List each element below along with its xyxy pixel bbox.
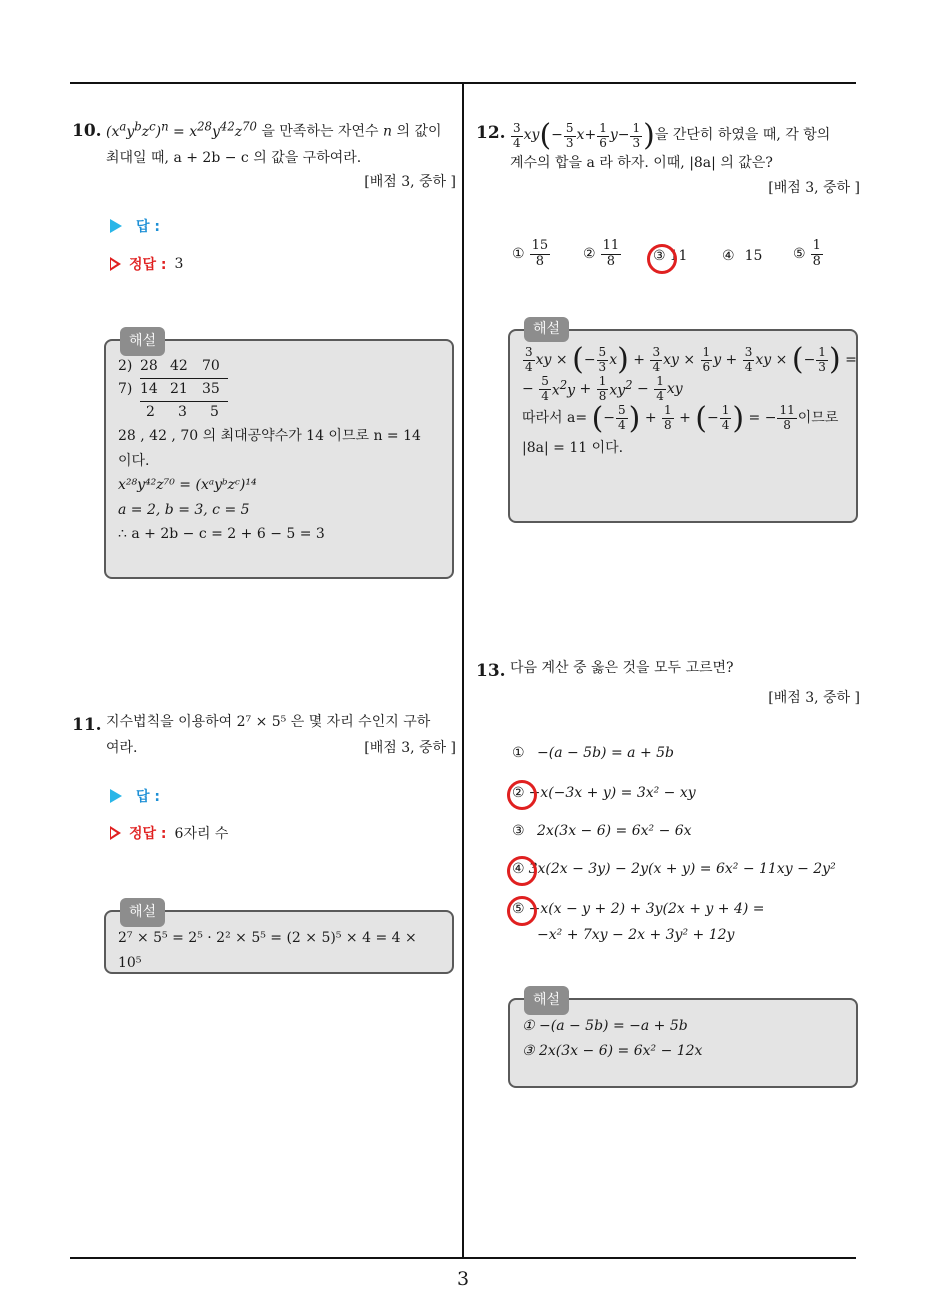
solution-box bbox=[508, 992, 858, 1088]
solution-tag: 해설 bbox=[120, 327, 165, 356]
selected-circle-mark bbox=[507, 896, 537, 926]
selected-circle-mark bbox=[507, 856, 537, 886]
solution-line: ∴ a + 2b − c = 2 + 6 − 5 = 3 bbox=[118, 526, 325, 542]
solution-tag: 해설 bbox=[120, 898, 165, 927]
question-12 bbox=[476, 116, 860, 201]
solution-line: 이다. bbox=[118, 452, 150, 469]
correct-arrow-icon bbox=[110, 257, 121, 271]
choice-2[interactable]: ② $\frac{11}{8}$ bbox=[583, 238, 620, 269]
solution-line: a = 2, b = 3, c = 5 bbox=[118, 501, 250, 518]
page-number: 3 bbox=[456, 1268, 470, 1290]
choice-3[interactable]: ③ 11 bbox=[653, 248, 687, 264]
choice-5[interactable]: ⑤ −x(x − y + 2) + 3y(2x + y + 4) = bbox=[512, 901, 765, 917]
answer-arrow-icon bbox=[110, 789, 122, 803]
answer-arrow-icon bbox=[110, 219, 122, 233]
answer-label: 답 : bbox=[136, 219, 160, 235]
solution-line: 28 , 42 , 70 의 최대공약수가 14 이므로 n = 14 bbox=[118, 428, 421, 444]
correct-label: 정답 : bbox=[129, 826, 167, 842]
solution-box bbox=[104, 904, 454, 974]
correct-answer-row bbox=[110, 254, 183, 274]
question-text: $\frac{3}{4}$ xy ( − $\frac{5}{3}$ x + $\frac{1}{6}$ y − $\frac{1}{3}$ ) 을 간단히 하였을 때, 각 항의 계수의 합을 a 라 하자. 이때, |8a| 의 값은? bbox=[510, 118, 831, 172]
question-11 bbox=[72, 710, 456, 762]
solution-box bbox=[508, 321, 858, 523]
choice-5[interactable]: ⑤ $\frac{1}{8}$ bbox=[793, 238, 821, 269]
choice-2[interactable]: ② −x(−3x + y) = 3x² − xy bbox=[512, 785, 696, 801]
solution-line: ③ 2x(3x − 6) = 6x² − 12x bbox=[522, 1042, 703, 1059]
score-label: [배점 3, 중하 ] bbox=[364, 174, 456, 191]
score-label: [배점 3, 중하 ] bbox=[768, 690, 860, 707]
correct-label: 정답 : bbox=[129, 257, 167, 273]
correct-arrow-icon bbox=[110, 826, 121, 840]
solution-line: x²⁸y⁴²z⁷⁰ = (xᵃyᵇzᶜ)¹⁴ bbox=[118, 477, 257, 493]
score-label: [배점 3, 중하 ] bbox=[768, 180, 860, 197]
question-number: 13. bbox=[476, 661, 506, 681]
division-ladder: 2) 28 42 70 7) 14 21 35 2 3 5 bbox=[118, 355, 440, 424]
solution-tag: 해설 bbox=[524, 986, 569, 1015]
question-number: 10. bbox=[72, 121, 102, 141]
question-text: $(x^ay^bz^c)^n = x^{28}y^{42}z^{70}$ 을 만족하는 자연수 n 의 값이 최대일 때, a + 2b − c 의 값을 구하여라. bbox=[106, 119, 442, 166]
solution-box bbox=[104, 333, 454, 579]
solution-line: $\frac{3}{4}$ xy × ( − $\frac{5}{3}$ x ) + $\frac{3}{4}$ xy × $\frac{1}{6}$ y + $\frac{3}{4}$ xy × ( − $\frac{1}{3}$ ) = bbox=[525, 342, 857, 377]
correct-answer-row bbox=[110, 823, 228, 843]
question-number: 12. bbox=[476, 123, 506, 143]
question-10 bbox=[72, 116, 456, 195]
score-label: [배점 3, 중하 ] bbox=[364, 739, 456, 756]
choice-5-continuation: −x² + 7xy − 2x + 3y² + 12y bbox=[537, 927, 735, 943]
solution-line: ① −(a − 5b) = −a + 5b bbox=[522, 1018, 688, 1034]
answer-input-row[interactable] bbox=[110, 786, 160, 806]
selected-circle-mark bbox=[647, 244, 677, 274]
choice-4[interactable]: ④ 15 bbox=[722, 248, 763, 264]
correct-value: 6자리 수 bbox=[174, 826, 229, 842]
choice-4[interactable]: ④ 3x(2x − 3y) − 2y(x + y) = 6x² − 11xy − 2y² bbox=[512, 861, 836, 877]
answer-label: 답 : bbox=[136, 789, 160, 805]
question-number: 11. bbox=[72, 715, 102, 735]
solution-line: |8a| = 11 이다. bbox=[522, 439, 624, 456]
solution-line: 2⁷ × 5⁵ = 2⁵ · 2² × 5⁵ = (2 × 5)⁵ × 4 = 4 × 10⁵ bbox=[118, 930, 417, 971]
solution-tag: 해설 bbox=[524, 317, 569, 342]
answer-input-row[interactable] bbox=[110, 216, 160, 236]
solution-line: 따라서 a= ( − $\frac{5}{4}$ ) + $\frac{1}{8}$ + ( − $\frac{1}{4}$ ) = − $\frac{11}{8}$ 이므로 bbox=[522, 400, 839, 436]
bottom-rule bbox=[70, 1257, 856, 1259]
question-13 bbox=[476, 656, 860, 711]
solution-line: − $\frac{5}{4}$ $x^2y$ + $\frac{1}{8}$ $xy^2$ − $\frac{1}{4}$ xy bbox=[522, 374, 683, 403]
question-text: 지수법칙을 이용하여 2⁷ × 5⁵ 은 몇 자리 수인지 구하 여라. [배점 3, 중하 ] bbox=[106, 710, 456, 762]
column-divider bbox=[462, 83, 464, 1259]
correct-value: 3 bbox=[174, 256, 184, 272]
question-text: 다음 계산 중 옳은 것을 모두 고르면? bbox=[510, 660, 734, 676]
choice-3[interactable]: ③ 2x(3x − 6) = 6x² − 6x bbox=[512, 823, 692, 839]
selected-circle-mark bbox=[507, 780, 537, 810]
choice-1[interactable]: ① −(a − 5b) = a + 5b bbox=[512, 745, 674, 761]
choice-1[interactable]: ① $\frac{15}{8}$ bbox=[512, 238, 549, 269]
